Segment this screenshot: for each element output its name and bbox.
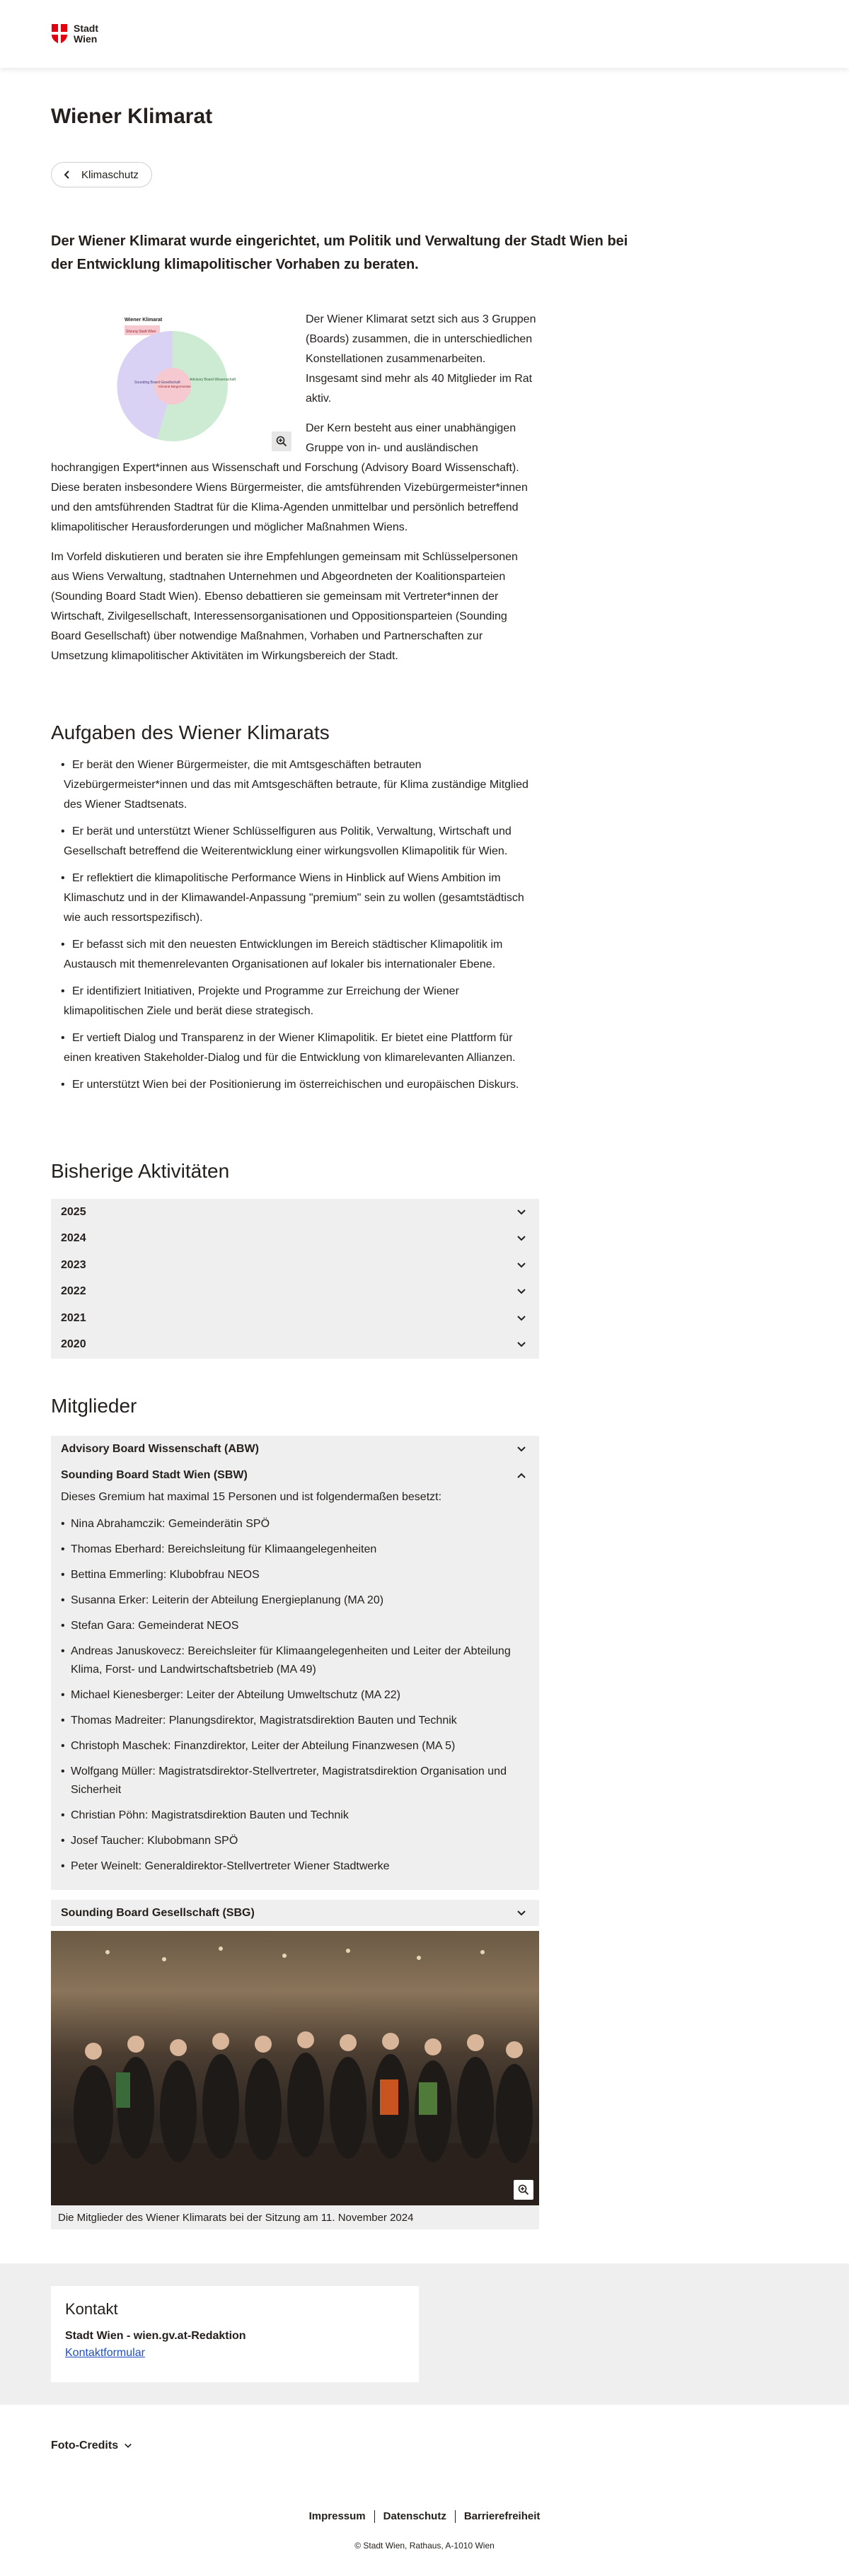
accordion-item-abw[interactable]: Advisory Board Wissenschaft (ABW) bbox=[51, 1436, 539, 1462]
intro-section bbox=[51, 310, 539, 676]
diagram-title: Wiener Klimarat bbox=[125, 318, 163, 323]
logo-text bbox=[74, 23, 98, 45]
members-heading: Mitglieder bbox=[51, 1395, 137, 1417]
accordion-item-2024[interactable]: 2024 bbox=[51, 1226, 539, 1253]
list-item: • Christian Pöhn: Magistratsdirektion Bauten und Technik bbox=[61, 1806, 529, 1825]
list-item: • Er befasst sich mit den neuesten Entwicklungen im Bereich städtischer Klimapolitik im Austausch mit themenrelevanten Organisationen auf lokaler bis internationaler Ebene. bbox=[51, 935, 539, 975]
list-item: • Thomas Madreiter: Planungsdirektor, Magistratsdirektion Bauten und Technik bbox=[61, 1712, 529, 1730]
accordion-item-sbw bbox=[51, 1462, 539, 1890]
breadcrumb-back-button[interactable] bbox=[51, 162, 152, 187]
diagram-label-sbg: Sounding Board Gesellschaft bbox=[134, 381, 180, 385]
footer-link-impressum[interactable]: Impressum bbox=[308, 2510, 366, 2522]
list-item: • Michael Kienesberger: Leiter der Abteilung Umweltschutz (MA 22) bbox=[61, 1686, 529, 1705]
list-item: • Er identifiziert Initiativen, Projekte und Programme zur Erreichung der Wiener klimapolitischen Ziele und berät diese strategisch. bbox=[51, 982, 539, 1021]
klimarat-diagram[interactable] bbox=[51, 310, 291, 451]
intro-paragraph-2: Der Kern besteht aus einer unabhängigen Gruppe von in- und ausländischen hochrangigen Expert*innen aus Wissenschaft und Forschung (Advisory Board Wissenschaft). Diese beraten insbesondere Wiens Bürgermeister, die amtsführenden Vizebürgermeister*innen und den amtsführenden Stadtrat für die Klima-Agenden unmittelbar und persönlich betreffend klimapolitischer Herausforderungen und möglicher Maßnahmen Wiens. bbox=[51, 422, 528, 533]
footer-links bbox=[0, 2510, 849, 2523]
zoom-photo-button[interactable] bbox=[514, 2180, 533, 2200]
list-item: • Susanna Erker: Leiterin der Abteilung Energieplanung (MA 20) bbox=[61, 1591, 529, 1610]
list-item: • Stefan Gara: Gemeinderat NEOS bbox=[61, 1617, 529, 1635]
activities-accordion bbox=[51, 1199, 539, 1359]
list-item: • Peter Weinelt: Generaldirektor-Stellvertreter Wiener Stadtwerke bbox=[61, 1857, 529, 1876]
diagram-legend-label: Sitzung Stadt Wien bbox=[126, 330, 156, 334]
chevron-down-icon bbox=[516, 1313, 526, 1323]
sbw-intro: Dieses Gremium hat maximal 15 Personen und ist folgendermaßen besetzt: bbox=[61, 1491, 442, 1503]
list-item: • Josef Taucher: Klubobmann SPÖ bbox=[61, 1832, 529, 1850]
logo-line1: Stadt bbox=[74, 23, 98, 34]
group-photo[interactable] bbox=[51, 1931, 539, 2205]
copyright: © Stadt Wien, Rathaus, A-1010 Wien bbox=[354, 2541, 495, 2551]
zoom-in-icon bbox=[276, 436, 287, 447]
lead-paragraph: Der Wiener Klimarat wurde eingerichtet, um Politik und Verwaltung der Stadt Wien bei der Entwicklung klimapolitischer Vorhaben zu beraten. bbox=[51, 233, 628, 272]
intro-paragraph-1: Der Wiener Klimarat setzt sich aus 3 Gruppen (Boards) zusammen, die in unterschiedlichen Konstellationen zusammenarbeiten. Insgesamt sind mehr als 40 Mitglieder im Rat aktiv. bbox=[306, 313, 536, 405]
chevron-down-icon bbox=[516, 1340, 526, 1350]
footer-link-datenschutz[interactable]: Datenschutz bbox=[383, 2510, 446, 2522]
site-header bbox=[0, 0, 849, 68]
wien-shield-icon bbox=[51, 23, 68, 45]
members-accordion bbox=[51, 1436, 539, 1926]
list-item: • Er berät und unterstützt Wiener Schlüsselfiguren aus Politik, Verwaltung, Wirtschaft und Gesellschaft betreffend die Weiterentwicklung einer wirkungsvollen Klimapolitik für Wien. bbox=[51, 822, 539, 861]
list-item: • Thomas Eberhard: Bereichsleitung für Klimaangelegenheiten bbox=[61, 1541, 529, 1559]
chevron-down-icon bbox=[516, 1260, 526, 1270]
breadcrumb-label: Klimaschutz bbox=[81, 168, 139, 181]
contact-org: Stadt Wien - wien.gv.at-Redaktion bbox=[65, 2330, 246, 2342]
diagram-label-center: Klimarat Bürgermeister bbox=[158, 385, 192, 388]
tasks-list bbox=[51, 755, 539, 1102]
footer-link-barrierefreiheit[interactable]: Barrierefreiheit bbox=[463, 2510, 541, 2522]
stadt-wien-logo[interactable] bbox=[51, 23, 98, 45]
zoom-in-icon bbox=[518, 2184, 529, 2195]
diagram-label-abw: Advisory Board Wissenschaft bbox=[190, 378, 236, 382]
page-title: Wiener Klimarat bbox=[51, 105, 213, 128]
list-item: • Er unterstützt Wien bei der Positionierung im österreichischen und europäischen Diskurs. bbox=[51, 1075, 539, 1095]
chevron-left-icon bbox=[63, 170, 71, 179]
chevron-up-icon bbox=[516, 1470, 526, 1480]
contact-heading: Kontakt bbox=[65, 2300, 118, 2318]
list-item: • Wolfgang Müller: Magistratsdirektor-Stellvertreter, Magistratsdirektion Organisation und Sicherheit bbox=[61, 1763, 529, 1799]
chevron-down-icon bbox=[516, 1444, 526, 1454]
photo-caption: Die Mitglieder des Wiener Klimarats bei der Sitzung am 11. November 2024 bbox=[51, 2205, 539, 2229]
accordion-item-2023[interactable]: 2023 bbox=[51, 1252, 539, 1279]
sbw-member-list bbox=[61, 1515, 529, 1876]
accordion-item-sbg[interactable]: Sounding Board Gesellschaft (SBG) bbox=[51, 1900, 539, 1926]
contact-form-link[interactable]: Kontaktformular bbox=[65, 2347, 145, 2359]
zoom-diagram-button[interactable] bbox=[272, 431, 291, 451]
chevron-down-icon bbox=[516, 1908, 526, 1918]
chevron-down-icon bbox=[516, 1207, 526, 1217]
klimarat-diagram-graphic bbox=[51, 310, 291, 451]
list-item: • Bettina Emmerling: Klubobfrau NEOS bbox=[61, 1566, 529, 1584]
list-item: • Er reflektiert die klimapolitische Performance Wiens in Hinblick auf Wiens Ambition im Klimaschutz und in der Klimawandel-Anpassung "premium" sein zu wollen (gesamtstädtisch wie auch ressortspezifisch). bbox=[51, 869, 539, 928]
logo-line2: Wien bbox=[74, 33, 98, 45]
accordion-item-2020[interactable]: 2020 bbox=[51, 1332, 539, 1359]
accordion-item-2025[interactable]: 2025 bbox=[51, 1199, 539, 1226]
accordion-item-2022[interactable]: 2022 bbox=[51, 1279, 539, 1306]
contact-card bbox=[51, 2286, 419, 2382]
group-photo-image bbox=[51, 1931, 539, 2205]
list-item: • Christoph Maschek: Finanzdirektor, Leiter der Abteilung Finanzwesen (MA 5) bbox=[61, 1737, 529, 1756]
chevron-down-icon bbox=[516, 1234, 526, 1243]
list-item: • Er berät den Wiener Bürgermeister, die mit Amtsgeschäften betrauten Vizebürgermeister*innen und das mit Amtsgeschäften betraute, für Klima zuständige Mitglied des Wiener Stadtsenats. bbox=[51, 755, 539, 815]
chevron-down-icon bbox=[516, 1287, 526, 1296]
list-item: • Nina Abrahamczik: Gemeinderätin SPÖ bbox=[61, 1515, 529, 1533]
foto-credits-toggle[interactable]: Foto-Credits bbox=[51, 2439, 132, 2452]
accordion-item-2021[interactable]: 2021 bbox=[51, 1305, 539, 1332]
intro-paragraph-3: Im Vorfeld diskutieren und beraten sie ihre Empfehlungen gemeinsam mit Schlüsselpersonen aus Wiens Verwaltung, stadtnahen Unternehmen und Abgeordneten der Koalitionsparteien (Sounding Board Stadt Wien). Ebenso debattieren sie gemeinsam mit Vertreter*innen der Wirtschaft, Zivilgesellschaft, Interessensorganisationen und Oppositionsparteien (Sounding Board Gesellschaft) über notwendige Maßnahmen, Vorhaben und Partnerschaften zur Umsetzung klimapolitischer Aktivitäten im Wirkungsbereich der Stadt. bbox=[51, 551, 518, 662]
activities-heading: Bisherige Aktivitäten bbox=[51, 1160, 230, 1182]
chevron-down-icon bbox=[124, 2442, 132, 2450]
list-item: • Er vertieft Dialog und Transparenz in der Wiener Klimapolitik. Er bietet eine Plattform für einen kreativen Stakeholder-Dialog und für die Entwicklung von klimarelevanten Allianzen. bbox=[51, 1028, 539, 1068]
list-item: • Andreas Januskovecz: Bereichsleiter für Klimaangelegenheiten und Leiter der Abteilung Klima, Forst- und Landwirtschaftsbetrieb (MA 49) bbox=[61, 1642, 529, 1679]
accordion-header-sbw[interactable]: Sounding Board Stadt Wien (SBW) bbox=[61, 1462, 529, 1488]
tasks-heading: Aufgaben des Wiener Klimarats bbox=[51, 721, 330, 743]
